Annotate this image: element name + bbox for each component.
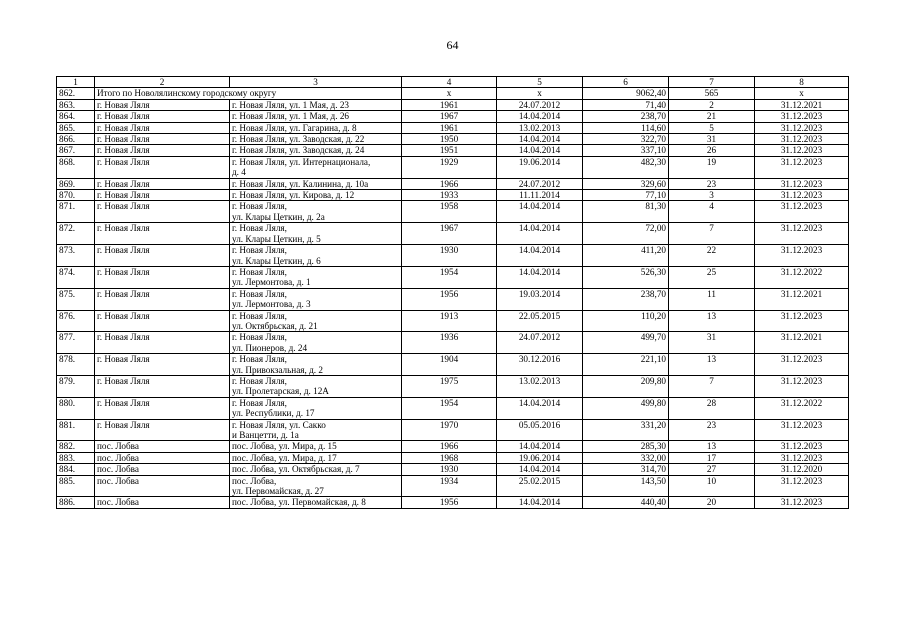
count-cell: 13 xyxy=(669,310,755,332)
date-cell: 14.04.2014 xyxy=(497,145,583,156)
address-cell xyxy=(230,122,402,133)
row-number: 873. xyxy=(57,245,95,267)
address-line: ул. Клары Цеткин, д. 5 xyxy=(232,233,321,244)
date-cell: 24.07.2012 xyxy=(497,332,583,354)
area-cell: 499,70 xyxy=(583,332,669,354)
address-cell xyxy=(230,397,402,419)
address-cell xyxy=(230,178,402,189)
date-cell: 13.02.2013 xyxy=(497,375,583,397)
settlement-cell: г. Новая Ляля xyxy=(95,310,230,332)
year-cell: 1930 xyxy=(402,245,497,267)
count-cell: 23 xyxy=(669,178,755,189)
address-cell xyxy=(230,99,402,110)
address-cell xyxy=(230,464,402,475)
area-cell: 238,70 xyxy=(583,111,669,122)
address-line: г. Новая Ляля, ул. 1 Мая, д. 23 xyxy=(232,99,350,110)
year-cell: 1933 xyxy=(402,190,497,201)
row-number: 864. xyxy=(57,111,95,122)
table-row xyxy=(57,156,849,178)
address-line: ул. Лермонтова, д. 3 xyxy=(232,299,311,310)
table-row xyxy=(57,475,849,497)
count-cell: 7 xyxy=(669,223,755,245)
year-cell: 1966 xyxy=(402,178,497,189)
settlement-cell: г. Новая Ляля xyxy=(95,419,230,441)
area-cell: 81,30 xyxy=(583,201,669,223)
address-line: ул. Пролетарская, д. 12А xyxy=(232,386,329,397)
deadline-cell: 31.12.2021 xyxy=(755,99,849,110)
settlement-cell: г. Новая Ляля xyxy=(95,134,230,145)
year-cell: 1961 xyxy=(402,122,497,133)
settlement-cell: г. Новая Ляля xyxy=(95,156,230,178)
address-line: пос. Лобва, ул. Мира, д. 15 xyxy=(232,441,337,452)
row-number: 879. xyxy=(57,375,95,397)
row-number: 878. xyxy=(57,354,95,376)
count-cell: 7 xyxy=(669,375,755,397)
count-cell: 28 xyxy=(669,397,755,419)
deadline-cell: 31.12.2023 xyxy=(755,223,849,245)
deadline-cell: 31.12.2022 xyxy=(755,266,849,288)
deadline-cell: 31.12.2023 xyxy=(755,178,849,189)
address-line: г. Новая Ляля, xyxy=(232,310,287,321)
address-line: ул. Лермонтова, д. 1 xyxy=(232,277,311,288)
address-cell xyxy=(230,475,402,497)
date-cell: 19.06.2014 xyxy=(497,452,583,463)
address-line: г. Новая Ляля, xyxy=(232,375,287,386)
settlement-cell: пос. Лобва xyxy=(95,464,230,475)
row-number: 877. xyxy=(57,332,95,354)
year-cell: 1961 xyxy=(402,99,497,110)
address-line: г. Новая Ляля, xyxy=(232,201,287,212)
area-cell: 411,20 xyxy=(583,245,669,267)
count-cell: 20 xyxy=(669,497,755,508)
column-header: 3 xyxy=(230,77,402,88)
area-cell: 322,70 xyxy=(583,134,669,145)
row-number: 876. xyxy=(57,310,95,332)
count-cell: 23 xyxy=(669,419,755,441)
settlement-cell: г. Новая Ляля xyxy=(95,201,230,223)
date-cell: 25.02.2015 xyxy=(497,475,583,497)
year-cell: 1913 xyxy=(402,310,497,332)
settlement-cell: г. Новая Ляля xyxy=(95,111,230,122)
row-number: 880. xyxy=(57,397,95,419)
area-cell: 209,80 xyxy=(583,375,669,397)
deadline-cell: 31.12.2023 xyxy=(755,190,849,201)
row-number: 863. xyxy=(57,99,95,110)
area-cell: 114,60 xyxy=(583,122,669,133)
year-cell: 1904 xyxy=(402,354,497,376)
count-cell: 4 xyxy=(669,201,755,223)
year-cell: 1954 xyxy=(402,266,497,288)
deadline-cell: 31.12.2023 xyxy=(755,375,849,397)
year-cell: 1934 xyxy=(402,475,497,497)
address-cell xyxy=(230,419,402,441)
address-cell xyxy=(230,497,402,508)
count-cell: 3 xyxy=(669,190,755,201)
address-line: ул. Пионеров, д. 24 xyxy=(232,342,308,353)
date-cell: 05.05.2016 xyxy=(497,419,583,441)
address-line: г. Новая Ляля, xyxy=(232,223,287,234)
table-row xyxy=(57,145,849,156)
settlement-cell: г. Новая Ляля xyxy=(95,375,230,397)
year-cell: 1930 xyxy=(402,464,497,475)
area-cell: 482,30 xyxy=(583,156,669,178)
settlement-cell: г. Новая Ляля xyxy=(95,190,230,201)
row-number: 872. xyxy=(57,223,95,245)
settlement-cell: г. Новая Ляля xyxy=(95,266,230,288)
settlement-cell: г. Новая Ляля xyxy=(95,122,230,133)
date-cell: 14.04.2014 xyxy=(497,245,583,267)
total-area: 9062,40 xyxy=(583,88,669,99)
table-row xyxy=(57,452,849,463)
column-header: 5 xyxy=(497,77,583,88)
area-cell: 71,40 xyxy=(583,99,669,110)
row-number: 886. xyxy=(57,497,95,508)
address-line: г. Новая Ляля, xyxy=(232,245,287,256)
address-line: г. Новая Ляля, xyxy=(232,266,287,277)
row-number: 868. xyxy=(57,156,95,178)
date-cell: 14.04.2014 xyxy=(497,223,583,245)
deadline-cell: 31.12.2023 xyxy=(755,310,849,332)
date-cell: 24.07.2012 xyxy=(497,178,583,189)
deadline-cell: 31.12.2023 xyxy=(755,419,849,441)
total-cell: х xyxy=(402,88,497,99)
address-cell xyxy=(230,245,402,267)
address-cell xyxy=(230,266,402,288)
area-cell: 331,20 xyxy=(583,419,669,441)
area-cell: 285,30 xyxy=(583,441,669,452)
address-cell xyxy=(230,134,402,145)
deadline-cell: 31.12.2023 xyxy=(755,245,849,267)
table-row xyxy=(57,99,849,110)
table-row xyxy=(57,464,849,475)
year-cell: 1966 xyxy=(402,441,497,452)
area-cell: 314,70 xyxy=(583,464,669,475)
area-cell: 221,10 xyxy=(583,354,669,376)
date-cell: 13.02.2013 xyxy=(497,122,583,133)
total-cell: х xyxy=(755,88,849,99)
table-row xyxy=(57,419,849,441)
date-cell: 30.12.2016 xyxy=(497,354,583,376)
table-row xyxy=(57,497,849,508)
housing-register-table xyxy=(56,76,849,509)
area-cell: 440,40 xyxy=(583,497,669,508)
count-cell: 31 xyxy=(669,332,755,354)
table-row xyxy=(57,245,849,267)
row-number: 874. xyxy=(57,266,95,288)
table-row xyxy=(57,134,849,145)
settlement-cell: пос. Лобва xyxy=(95,441,230,452)
address-cell xyxy=(230,145,402,156)
total-cell: х xyxy=(497,88,583,99)
date-cell: 22.05.2015 xyxy=(497,310,583,332)
address-line: пос. Лобва, ул. Мира, д. 17 xyxy=(232,452,337,463)
row-number: 866. xyxy=(57,134,95,145)
page-number: 64 xyxy=(446,38,459,52)
address-line: пос. Лобва, ул. Октябрьская, д. 7 xyxy=(232,464,360,475)
address-line: г. Новая Ляля, ул. Гагарина, д. 8 xyxy=(232,122,357,133)
count-cell: 31 xyxy=(669,134,755,145)
area-cell: 329,60 xyxy=(583,178,669,189)
table-row xyxy=(57,354,849,376)
table-row xyxy=(57,441,849,452)
count-cell: 17 xyxy=(669,452,755,463)
count-cell: 22 xyxy=(669,245,755,267)
area-cell: 526,30 xyxy=(583,266,669,288)
address-line: и Ванцетти, д. 1а xyxy=(232,430,299,440)
count-cell: 5 xyxy=(669,122,755,133)
table-row xyxy=(57,266,849,288)
address-cell xyxy=(230,375,402,397)
address-line: г. Новая Ляля, xyxy=(232,354,287,365)
table-row xyxy=(57,397,849,419)
table-row xyxy=(57,310,849,332)
row-number: 883. xyxy=(57,452,95,463)
table-row xyxy=(57,375,849,397)
row-number: 882. xyxy=(57,441,95,452)
settlement-cell: г. Новая Ляля xyxy=(95,245,230,267)
table-row xyxy=(57,288,849,310)
row-number: 884. xyxy=(57,464,95,475)
settlement-cell: г. Новая Ляля xyxy=(95,397,230,419)
deadline-cell: 31.12.2023 xyxy=(755,134,849,145)
year-cell: 1975 xyxy=(402,375,497,397)
deadline-cell: 31.12.2023 xyxy=(755,201,849,223)
address-line: ул. Клары Цеткин, д. 6 xyxy=(232,255,321,266)
address-line: г. Новая Ляля, ул. Интернационала, xyxy=(232,156,371,167)
address-line: д. 4 xyxy=(232,167,246,178)
year-cell: 1967 xyxy=(402,223,497,245)
deadline-cell: 31.12.2021 xyxy=(755,332,849,354)
year-cell: 1956 xyxy=(402,497,497,508)
total-count: 565 xyxy=(669,88,755,99)
table-row xyxy=(57,190,849,201)
deadline-cell: 31.12.2020 xyxy=(755,464,849,475)
column-header: 8 xyxy=(755,77,849,88)
row-number: 862. xyxy=(57,88,95,99)
date-cell: 14.04.2014 xyxy=(497,397,583,419)
column-header: 4 xyxy=(402,77,497,88)
address-line: г. Новая Ляля, xyxy=(232,288,287,299)
address-cell xyxy=(230,223,402,245)
date-cell: 14.04.2014 xyxy=(497,441,583,452)
address-line: г. Новая Ляля, ул. Кирова, д. 12 xyxy=(232,190,355,201)
address-cell xyxy=(230,354,402,376)
header-row xyxy=(57,77,849,88)
area-cell: 143,50 xyxy=(583,475,669,497)
row-number: 865. xyxy=(57,122,95,133)
area-cell: 238,70 xyxy=(583,288,669,310)
year-cell: 1954 xyxy=(402,397,497,419)
column-header: 6 xyxy=(583,77,669,88)
address-cell xyxy=(230,201,402,223)
column-header: 2 xyxy=(95,77,230,88)
count-cell: 11 xyxy=(669,288,755,310)
row-number: 871. xyxy=(57,201,95,223)
table-row xyxy=(57,122,849,133)
settlement-cell: пос. Лобва xyxy=(95,475,230,497)
count-cell: 25 xyxy=(669,266,755,288)
address-cell xyxy=(230,441,402,452)
date-cell: 19.06.2014 xyxy=(497,156,583,178)
date-cell: 14.04.2014 xyxy=(497,111,583,122)
year-cell: 1951 xyxy=(402,145,497,156)
area-cell: 110,20 xyxy=(583,310,669,332)
total-label: Итого по Новолялинскому городскому округу xyxy=(95,88,402,99)
settlement-cell: г. Новая Ляля xyxy=(95,223,230,245)
count-cell: 13 xyxy=(669,441,755,452)
settlement-cell: г. Новая Ляля xyxy=(95,145,230,156)
year-cell: 1956 xyxy=(402,288,497,310)
count-cell: 26 xyxy=(669,145,755,156)
address-cell xyxy=(230,310,402,332)
deadline-cell: 31.12.2023 xyxy=(755,452,849,463)
column-header: 7 xyxy=(669,77,755,88)
row-number: 867. xyxy=(57,145,95,156)
area-cell: 499,80 xyxy=(583,397,669,419)
table-row xyxy=(57,332,849,354)
address-line: г. Новая Ляля, ул. Заводская, д. 22 xyxy=(232,134,365,145)
table-row xyxy=(57,178,849,189)
row-number: 869. xyxy=(57,178,95,189)
deadline-cell: 31.12.2023 xyxy=(755,441,849,452)
address-line: г. Новая Ляля, ул. Сакко xyxy=(232,419,326,430)
date-cell: 24.07.2012 xyxy=(497,99,583,110)
address-line: г. Новая Ляля, ул. Заводская, д. 24 xyxy=(232,145,365,156)
address-line: ул. Первомайская, д. 27 xyxy=(232,486,324,497)
year-cell: 1970 xyxy=(402,419,497,441)
settlement-cell: г. Новая Ляля xyxy=(95,288,230,310)
date-cell: 14.04.2014 xyxy=(497,134,583,145)
settlement-cell: г. Новая Ляля xyxy=(95,178,230,189)
year-cell: 1967 xyxy=(402,111,497,122)
date-cell: 19.03.2014 xyxy=(497,288,583,310)
column-header: 1 xyxy=(57,77,95,88)
year-cell: 1929 xyxy=(402,156,497,178)
area-cell: 337,10 xyxy=(583,145,669,156)
settlement-cell: пос. Лобва xyxy=(95,497,230,508)
address-cell xyxy=(230,332,402,354)
count-cell: 13 xyxy=(669,354,755,376)
settlement-cell: пос. Лобва xyxy=(95,452,230,463)
row-number: 881. xyxy=(57,419,95,441)
row-number: 875. xyxy=(57,288,95,310)
table-row xyxy=(57,223,849,245)
date-cell: 11.11.2014 xyxy=(497,190,583,201)
total-row xyxy=(57,88,849,99)
address-cell xyxy=(230,452,402,463)
deadline-cell: 31.12.2023 xyxy=(755,145,849,156)
settlement-cell: г. Новая Ляля xyxy=(95,332,230,354)
address-line: г. Новая Ляля, xyxy=(232,397,287,408)
year-cell: 1958 xyxy=(402,201,497,223)
area-cell: 77,10 xyxy=(583,190,669,201)
count-cell: 2 xyxy=(669,99,755,110)
year-cell: 1968 xyxy=(402,452,497,463)
date-cell: 14.04.2014 xyxy=(497,201,583,223)
address-line: ул. Октябрьская, д. 21 xyxy=(232,320,318,331)
count-cell: 19 xyxy=(669,156,755,178)
address-line: ул. Республики, д. 17 xyxy=(232,408,315,419)
deadline-cell: 31.12.2023 xyxy=(755,111,849,122)
area-cell: 72,00 xyxy=(583,223,669,245)
date-cell: 14.04.2014 xyxy=(497,464,583,475)
count-cell: 27 xyxy=(669,464,755,475)
count-cell: 10 xyxy=(669,475,755,497)
address-line: пос. Лобва, xyxy=(232,475,277,486)
address-cell xyxy=(230,111,402,122)
row-number: 870. xyxy=(57,190,95,201)
address-line: пос. Лобва, ул. Первомайская, д. 8 xyxy=(232,497,366,508)
settlement-cell: г. Новая Ляля xyxy=(95,354,230,376)
deadline-cell: 31.12.2023 xyxy=(755,122,849,133)
year-cell: 1936 xyxy=(402,332,497,354)
address-line: г. Новая Ляля, ул. Калинина, д. 10а xyxy=(232,178,369,189)
date-cell: 14.04.2014 xyxy=(497,497,583,508)
deadline-cell: 31.12.2021 xyxy=(755,288,849,310)
address-line: г. Новая Ляля, ул. 1 Мая, д. 26 xyxy=(232,111,350,122)
address-cell xyxy=(230,288,402,310)
address-cell xyxy=(230,190,402,201)
count-cell: 21 xyxy=(669,111,755,122)
address-cell xyxy=(230,156,402,178)
date-cell: 14.04.2014 xyxy=(497,266,583,288)
year-cell: 1950 xyxy=(402,134,497,145)
deadline-cell: 31.12.2023 xyxy=(755,156,849,178)
address-line: ул. Клары Цеткин, д. 2а xyxy=(232,211,325,222)
table-row xyxy=(57,201,849,223)
table-row xyxy=(57,111,849,122)
area-cell: 332,00 xyxy=(583,452,669,463)
deadline-cell: 31.12.2023 xyxy=(755,497,849,508)
address-line: г. Новая Ляля, xyxy=(232,332,287,343)
deadline-cell: 31.12.2023 xyxy=(755,354,849,376)
address-line: ул. Привокзальная, д. 2 xyxy=(232,364,323,375)
row-number: 885. xyxy=(57,475,95,497)
deadline-cell: 31.12.2022 xyxy=(755,397,849,419)
settlement-cell: г. Новая Ляля xyxy=(95,99,230,110)
deadline-cell: 31.12.2023 xyxy=(755,475,849,497)
